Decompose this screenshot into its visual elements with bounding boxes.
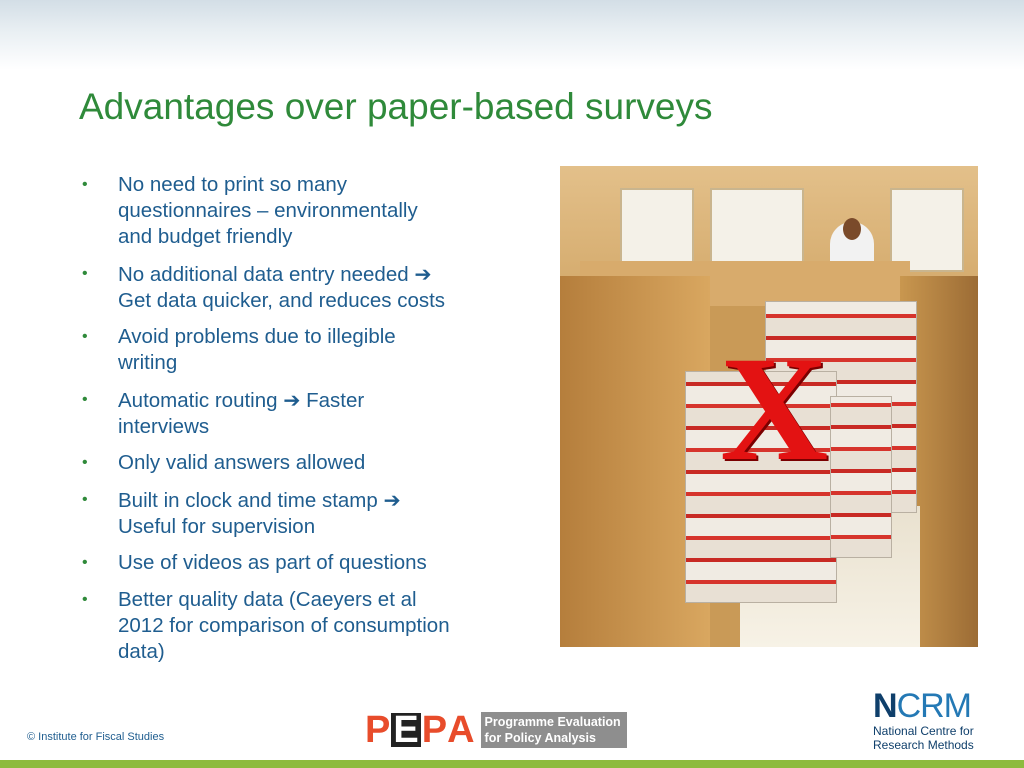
bullet-text-line: Only valid answers allowed bbox=[118, 451, 366, 474]
bullet-text-line: 2012 for comparison of consumption bbox=[118, 613, 450, 637]
pepa-tagline-line: Programme Evaluation bbox=[484, 715, 621, 729]
bullet-list bbox=[78, 172, 498, 675]
bullet-dot: • bbox=[82, 390, 88, 408]
bullet-text-line: and budget friendly bbox=[118, 225, 293, 248]
bullet-text-line: Faster bbox=[300, 388, 365, 412]
paper-box-stack bbox=[830, 396, 892, 558]
photo-window bbox=[620, 188, 694, 272]
bullet-dot: • bbox=[82, 554, 88, 571]
bullet-text-line: Automatic routing bbox=[118, 388, 284, 412]
ncrm-wordmark bbox=[873, 688, 993, 724]
slide-title: Advantages over paper-based surveys bbox=[79, 86, 713, 127]
arrow-icon: ➔ bbox=[383, 487, 401, 512]
bullet-text-line: data) bbox=[118, 639, 165, 663]
bullet-dot: • bbox=[82, 328, 88, 345]
bullet-item bbox=[78, 587, 498, 665]
pepa-logo-letter: A bbox=[447, 709, 475, 751]
bullet-item bbox=[78, 450, 498, 476]
photo-window bbox=[890, 188, 964, 272]
header-gradient-band bbox=[0, 0, 1024, 70]
bullet-dot: • bbox=[82, 490, 88, 508]
ncrm-wordmark-rest: CRM bbox=[896, 687, 971, 725]
ncrm-subtitle-line: Research Methods bbox=[873, 738, 974, 752]
bullet-dot: • bbox=[82, 264, 88, 282]
bullet-text-line: No need to print so many bbox=[118, 173, 348, 196]
arrow-icon: ➔ bbox=[283, 387, 301, 412]
bullet-text-line: Useful for supervision bbox=[118, 514, 316, 538]
bullet-dot: • bbox=[82, 454, 88, 471]
bullet-text-line: No additional data entry needed bbox=[118, 262, 415, 286]
bullet-text-line: interviews bbox=[118, 414, 210, 438]
bullet-text-line: writing bbox=[118, 351, 178, 374]
ncrm-wordmark-n: N bbox=[873, 687, 897, 725]
ncrm-subtitle-line: National Centre for bbox=[873, 724, 974, 738]
bullet-item bbox=[78, 550, 498, 576]
bullet-item bbox=[78, 387, 498, 440]
copyright-text: © Institute for Fiscal Studies bbox=[27, 731, 165, 743]
bullet-text-line: Use of videos as part of questions bbox=[118, 551, 427, 574]
photo-person-head bbox=[843, 218, 861, 240]
cross-mark-icon: X bbox=[720, 326, 829, 492]
bullet-text-line: questionnaires – environmentally bbox=[118, 199, 418, 222]
ncrm-logo bbox=[873, 688, 993, 752]
photo-window bbox=[710, 188, 804, 272]
office-paper-stacks-photo bbox=[560, 166, 978, 647]
bullet-text-line: Built in clock and time stamp bbox=[118, 488, 384, 512]
pepa-tagline-line: for Policy Analysis bbox=[484, 731, 596, 745]
bullet-item bbox=[78, 324, 498, 376]
bullet-item bbox=[78, 172, 498, 250]
footer-accent-bar bbox=[0, 760, 1024, 768]
bullet-text-line: Better quality data (Caeyers et al bbox=[118, 587, 417, 611]
arrow-icon: ➔ bbox=[414, 261, 432, 286]
pepa-logo-tagline bbox=[481, 712, 627, 748]
bullet-text-line: Avoid problems due to illegible bbox=[118, 325, 396, 348]
bullet-text-line: Get data quicker, and reduces costs bbox=[118, 288, 446, 312]
pepa-logo-letter: E bbox=[393, 709, 419, 751]
pepa-logo-letter: P bbox=[421, 709, 448, 751]
bullet-item bbox=[78, 261, 498, 314]
pepa-logo bbox=[365, 710, 627, 750]
bullet-dot: • bbox=[82, 590, 88, 608]
bullet-item bbox=[78, 487, 498, 540]
pepa-logo-letter: P bbox=[365, 709, 391, 751]
bullet-dot: • bbox=[82, 176, 88, 193]
